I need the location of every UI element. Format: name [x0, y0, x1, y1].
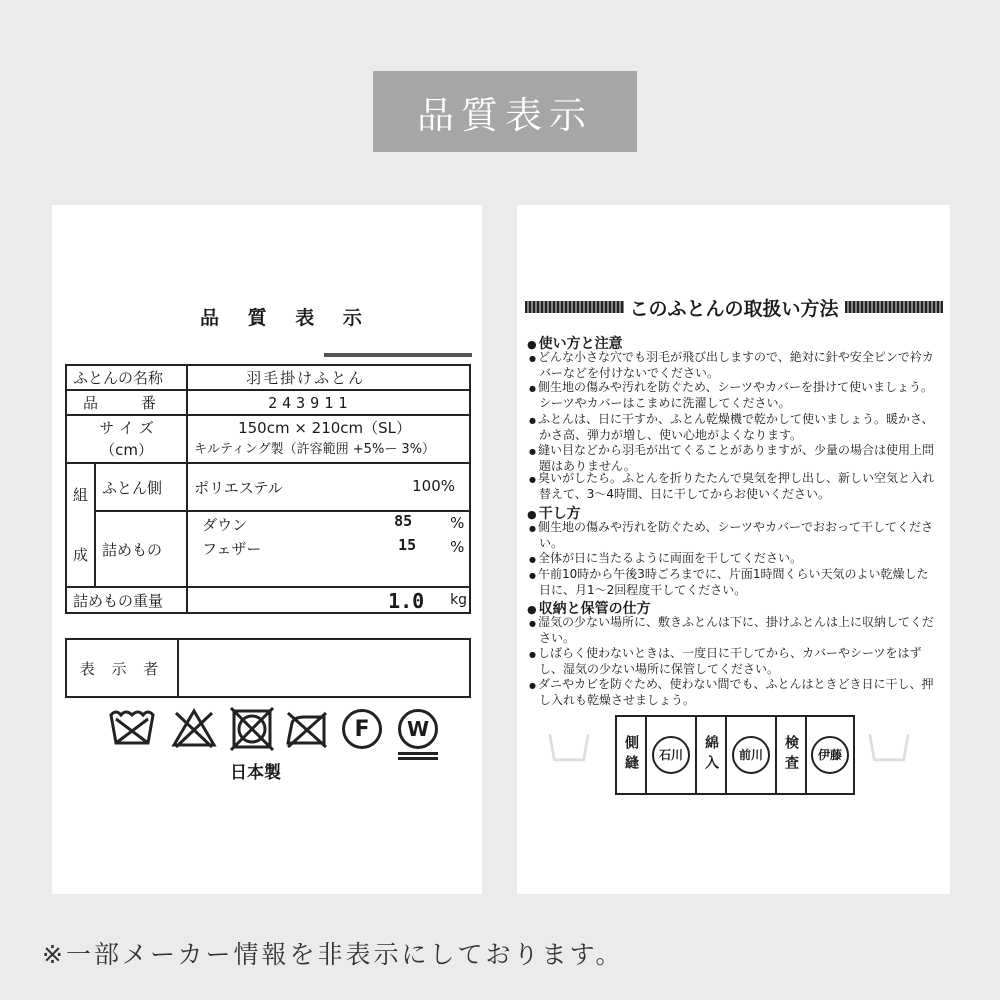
- list-item: ● 側生地の傷みや汚れを防ぐため、シーツやカバーでおおって干してください。: [539, 520, 939, 551]
- manual-heading-text: このふとんの取扱い方法: [629, 297, 839, 320]
- display-key: 表 示 者: [66, 639, 178, 697]
- table-row: [66, 511, 470, 587]
- size-key: [66, 415, 187, 463]
- size-key-text: サ イ ズ: [99, 419, 154, 437]
- made-in-japan: 日本製: [230, 763, 281, 783]
- dry-clean-f-icon: F: [342, 709, 382, 749]
- size-unit: （cm）: [100, 441, 153, 459]
- faded-care-icon: [867, 725, 911, 769]
- display-value: [178, 639, 470, 697]
- no-iron-icon: [282, 705, 330, 753]
- list-item: ● しばらく使わないときは、一度日に干してから、カバーやシーツをはずし、湿気の少ない場所に保管してください。: [539, 646, 939, 677]
- table-row: [66, 415, 470, 463]
- table-row: [66, 587, 470, 613]
- list-item: ● ダニやカビを防ぐため、使わない間でも、ふとんはときどき日に干し、押し入れも乾燥させましょう。: [539, 677, 939, 708]
- wet-clean-underline-2: [398, 757, 438, 760]
- list-item: ● 午前10時から午後3時ごろまでに、片面1時間くらい天気のよい乾燥した日に、月1～2回程度干してください。: [539, 567, 939, 598]
- seal-ishikawa: 石川: [652, 736, 690, 774]
- table-row: [66, 390, 470, 415]
- list-item: ● どんな小さな穴でも羽毛が飛び出しますので、絶対に針や安全ピンで衿カバーなどを付けないでください。: [539, 350, 939, 381]
- feather-unit: %: [450, 538, 465, 557]
- quality-label-photo: [52, 205, 482, 894]
- feather-label: フェザー: [202, 540, 262, 559]
- down-value: 85: [394, 512, 413, 531]
- stamp-label-inspection: 検査: [783, 735, 799, 775]
- section-drying: ● 干し方: [527, 503, 581, 523]
- down-label: ダウン: [202, 516, 248, 535]
- weight-number: 1.0: [388, 589, 425, 613]
- no-bleach-icon: [170, 705, 218, 753]
- seal-maekawa: 前川: [732, 736, 770, 774]
- list-item: ● 臭いがしたら。ふとんを折りたたんで臭気を押し出し、新しい空気と入れ替えて、3～4時間、日に干してからお使いください。: [539, 471, 939, 502]
- list-item: ● 側生地の傷みや汚れを防ぐため、シーツやカバーを掛けて使いましょう。シーツやカバーはこまめに洗濯してください。: [539, 380, 939, 411]
- weight-key: 詰めもの重量: [66, 587, 187, 613]
- page-banner: 品質表示: [373, 71, 637, 152]
- list-item: ● ふとんは、日に干すか、ふとん乾燥機で乾かして使いましょう。暖かさ、かさ高、弾力が増し、使い心地がよくなります。: [539, 412, 939, 443]
- stamp-label-sewing: 側縫: [623, 735, 639, 775]
- feather-value: 15: [398, 536, 417, 555]
- list-item: ● 湿気の少ない場所に、敷きふとんは下に、掛けふとんは上に収納してください。: [539, 615, 939, 646]
- heading-bar-left: [525, 301, 624, 313]
- wet-clean-underline-1: [398, 752, 438, 755]
- down-unit: %: [450, 514, 465, 533]
- no-tumble-dry-icon: [228, 705, 276, 753]
- table-row: [66, 463, 470, 511]
- display-table: [65, 638, 471, 698]
- section-usage: ● 使い方と注意: [527, 333, 623, 353]
- side-material: ポリエステル: [194, 478, 283, 497]
- list-item: ● 縫い目などから羽毛が出てくることがありますが、少量の場合は使用上問題はありません。: [539, 443, 939, 474]
- seal-ito: 伊藤: [811, 736, 849, 774]
- size-value: [187, 415, 470, 463]
- weight-unit: kg: [450, 592, 468, 608]
- wash-tub-icon: [108, 705, 156, 753]
- name-key: ふとんの名称: [66, 365, 187, 390]
- heading-bar-right: [845, 301, 944, 313]
- section-storage: ● 収納と保管の仕方: [527, 598, 651, 618]
- size-text: 150cm × 210cm（SL）: [238, 419, 412, 437]
- size-note: キルティング製（許容範囲 +5%ー 3%）: [194, 442, 436, 457]
- faded-care-icon: [547, 725, 591, 769]
- composition-label: [66, 463, 95, 587]
- side-value: [187, 463, 470, 511]
- stamp-label-filling: 綿入: [703, 735, 719, 775]
- label-title: 品 質 表 示: [200, 307, 373, 329]
- weight-value: [187, 587, 470, 613]
- table-row: [66, 365, 470, 390]
- spec-table: [65, 364, 471, 614]
- inspection-stamp-box: [615, 715, 855, 795]
- side-percent: 100%: [412, 476, 455, 495]
- fill-key: 詰めもの: [95, 511, 187, 587]
- no-key: 品 番: [66, 390, 187, 415]
- footnote: ※一部メーカー情報を非表示にしております。: [42, 940, 624, 969]
- care-manual-photo: [517, 205, 950, 894]
- manual-heading: [525, 295, 943, 319]
- comp-char-1: 組: [73, 486, 89, 504]
- no-value: 243911: [187, 390, 470, 415]
- fill-value: [187, 511, 470, 587]
- wet-clean-w-icon: W: [398, 709, 438, 749]
- title-underline: [324, 353, 472, 357]
- table-row: [66, 639, 470, 697]
- list-item: ● 全体が日に当たるように両面を干してください。: [539, 551, 939, 567]
- name-value: 羽毛掛けふとん: [187, 365, 470, 390]
- side-key: ふとん側: [95, 463, 187, 511]
- comp-char-2: 成: [73, 546, 89, 564]
